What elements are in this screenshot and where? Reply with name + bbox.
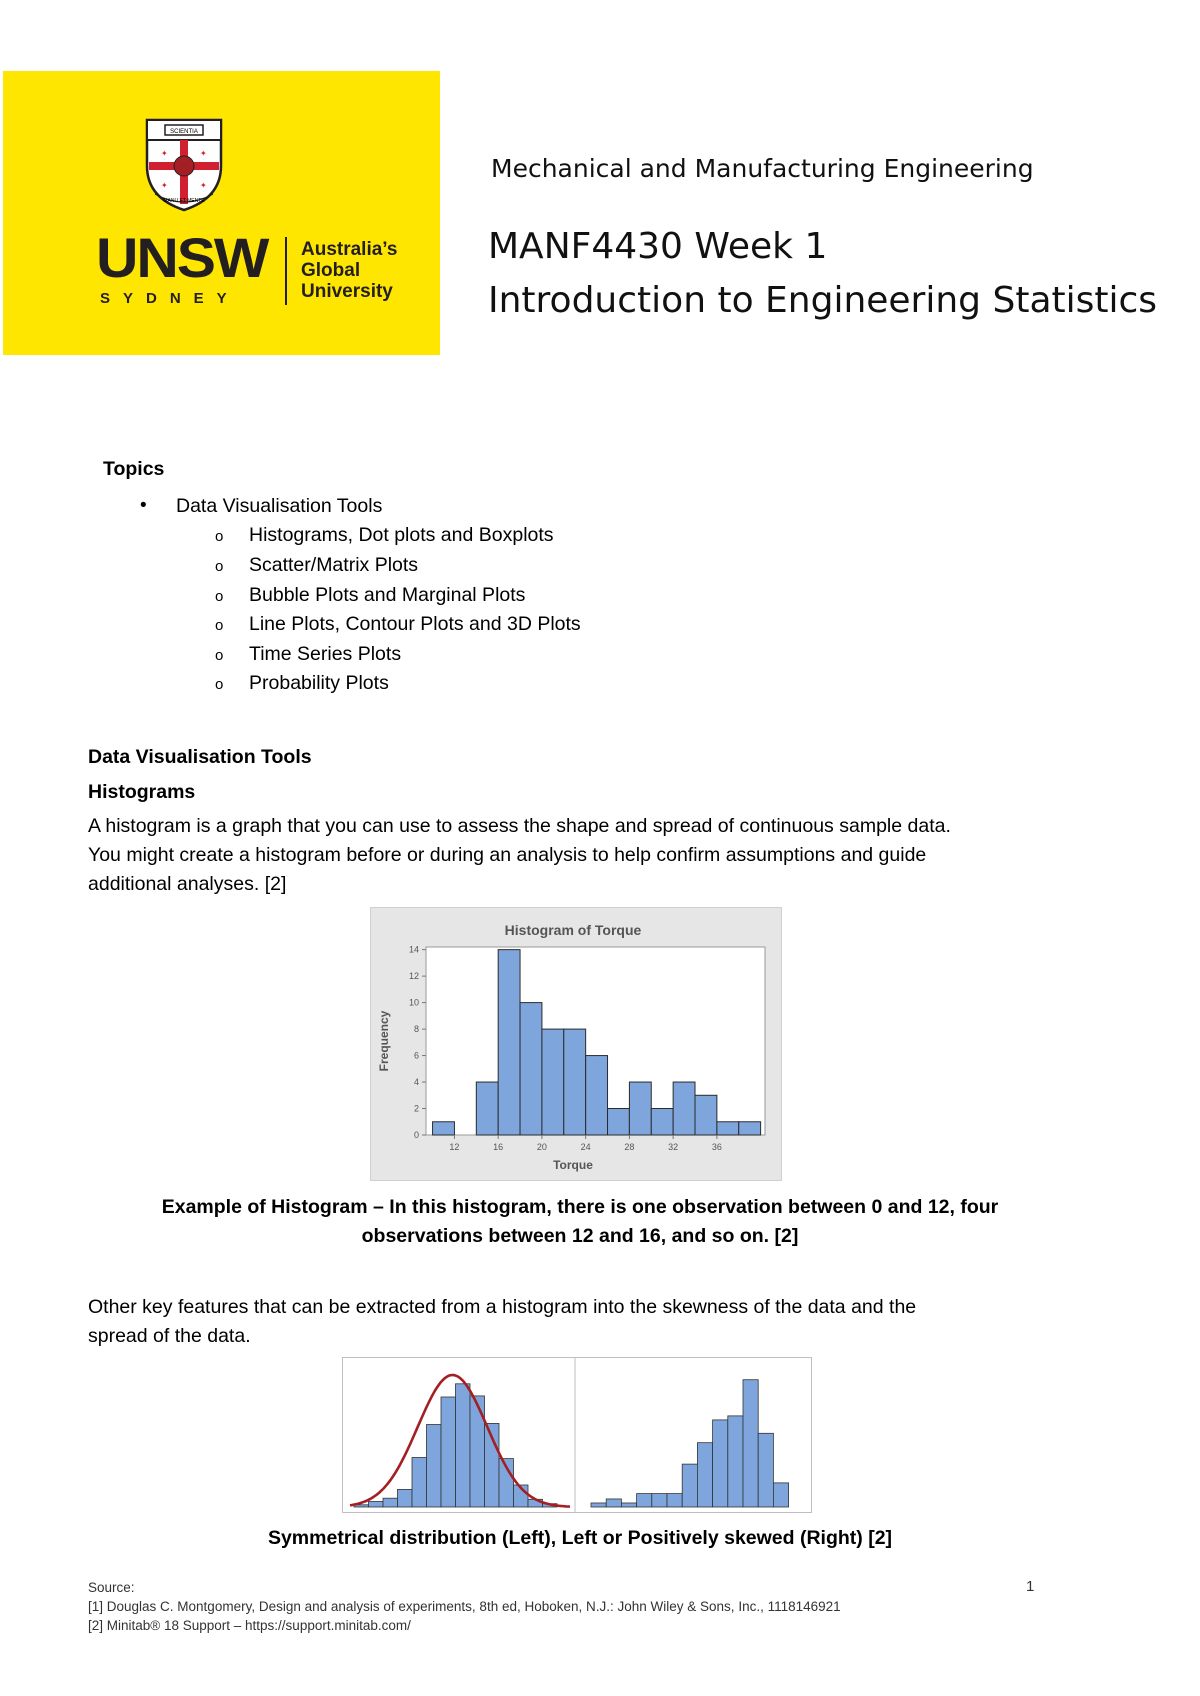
topic-item-main: Data Visualisation Tools	[176, 495, 383, 517]
svg-text:✦: ✦	[200, 149, 207, 158]
histogram-bar	[586, 1056, 608, 1135]
course-title-line-1: MANF4430 Week 1	[488, 226, 828, 267]
chart-title: Histogram of Torque	[504, 922, 642, 938]
sub-bullet-icon: o	[215, 647, 224, 664]
paragraph-line: additional analyses. [2]	[88, 873, 287, 895]
x-tick-label: 24	[580, 1142, 591, 1152]
y-tick-label: 0	[413, 1130, 419, 1140]
skewed-bar	[743, 1380, 758, 1507]
tagline-line-2: Global	[301, 260, 361, 281]
section-heading: Data Visualisation Tools	[88, 746, 312, 768]
crest-motto: MANU ET MENTE	[163, 198, 205, 204]
histogram-bar	[520, 1003, 542, 1135]
symmetric-bar	[383, 1498, 398, 1507]
topic-sub-item: Time Series Plots	[249, 643, 402, 665]
skewed-bar	[591, 1503, 606, 1507]
topic-sub-item: Histograms, Dot plots and Boxplots	[249, 524, 554, 546]
topic-sub-item: Probability Plots	[249, 672, 389, 694]
course-title	[488, 220, 1157, 328]
reference-2: [2] Minitab® 18 Support – https://support.minitab.com/	[88, 1618, 411, 1633]
paragraph-skewness	[88, 1293, 1088, 1351]
y-tick-label: 12	[408, 971, 419, 982]
paragraph-line: Other key features that can be extracted from a histogram into the skewness of the data and the	[88, 1296, 917, 1318]
torque-histogram-chart	[370, 907, 780, 1181]
x-tick-label: 36	[711, 1142, 722, 1152]
page-number: 1	[1026, 1578, 1035, 1595]
tagline-line-1: Australia’s	[301, 239, 398, 260]
y-tick-label: 4	[413, 1077, 419, 1088]
topic-sub-item: Bubble Plots and Marginal Plots	[249, 584, 526, 606]
histogram-bar	[433, 1122, 455, 1135]
histogram-bar	[695, 1095, 717, 1135]
y-tick-label: 14	[408, 944, 419, 955]
symmetric-bar	[369, 1502, 384, 1508]
y-axis-label: Frequency	[377, 1010, 391, 1072]
reference-1: [1] Douglas C. Montgomery, Design and analysis of experiments, 8th ed, Hoboken, N.J.: John Wiley & Sons, Inc., 1118146921	[88, 1599, 841, 1614]
y-tick-label: 6	[413, 1050, 419, 1061]
y-tick-label: 10	[408, 997, 419, 1008]
skewed-bar	[667, 1494, 682, 1507]
skewed-bar	[682, 1464, 697, 1507]
course-title-line-2: Introduction to Engineering Statistics	[488, 280, 1158, 321]
y-tick-label: 8	[413, 1024, 419, 1035]
symmetric-bar	[441, 1397, 456, 1507]
sub-bullet-icon: o	[215, 558, 224, 575]
sub-bullet-icon: o	[215, 617, 224, 634]
histogram-bar	[739, 1122, 761, 1135]
paragraph-histogram	[88, 812, 1088, 899]
histogram-bar	[608, 1109, 630, 1135]
histogram-bar	[673, 1082, 695, 1135]
histogram-bar	[717, 1122, 739, 1135]
skewed-bar	[621, 1503, 636, 1507]
sub-bullet-icon: o	[215, 528, 224, 545]
unsw-crest-icon	[145, 118, 223, 212]
unsw-logo-sydney: SYDNEY	[100, 290, 240, 307]
tagline-line-3: University	[301, 281, 393, 302]
skewed-bar	[637, 1494, 652, 1507]
histogram-bar	[476, 1082, 498, 1135]
skewed-bar	[728, 1416, 743, 1507]
logo-divider	[285, 237, 287, 305]
topics-heading: Topics	[103, 458, 165, 480]
paragraph-line: spread of the data.	[88, 1325, 251, 1347]
distribution-comparison-chart	[342, 1357, 812, 1513]
symmetric-bar	[412, 1458, 427, 1508]
topic-sub-item: Line Plots, Contour Plots and 3D Plots	[249, 613, 581, 635]
svg-text:✦: ✦	[161, 181, 168, 190]
caption-line: Example of Histogram – In this histogram, there is one observation between 0 and 12, four	[161, 1196, 999, 1218]
bullet-icon: •	[140, 495, 147, 516]
skewed-bar	[773, 1483, 788, 1507]
y-tick-label: 2	[413, 1103, 419, 1114]
histogram-bar	[629, 1082, 651, 1135]
histogram-bar	[498, 950, 520, 1135]
symmetric-bar	[456, 1384, 471, 1507]
x-tick-label: 28	[624, 1142, 635, 1152]
x-axis-label: Torque	[553, 1158, 593, 1172]
x-tick-label: 16	[493, 1142, 504, 1152]
skewed-bar	[758, 1433, 773, 1507]
source-label: Source:	[88, 1580, 135, 1595]
x-tick-label: 20	[536, 1142, 547, 1152]
symmetric-bar	[398, 1489, 413, 1507]
histogram-bar	[542, 1029, 564, 1135]
skewed-bar	[697, 1443, 712, 1507]
svg-text:✦: ✦	[161, 149, 168, 158]
sub-bullet-icon: o	[215, 676, 224, 693]
histogram-bar	[564, 1029, 586, 1135]
section-subheading: Histograms	[88, 781, 196, 803]
topic-sub-item: Scatter/Matrix Plots	[249, 554, 419, 576]
x-tick-label: 32	[668, 1142, 679, 1152]
histogram-caption	[80, 1193, 1080, 1251]
caption-line: observations between 12 and 16, and so on. [2]	[361, 1225, 799, 1247]
skewed-bar	[606, 1499, 621, 1507]
x-tick-label: 12	[449, 1142, 460, 1152]
distribution-caption: Symmetrical distribution (Left), Left or Positively skewed (Right) [2]	[267, 1527, 893, 1549]
histogram-bar	[651, 1109, 673, 1135]
skewed-bar	[713, 1420, 728, 1507]
skewed-bar	[652, 1494, 667, 1507]
svg-text:✦: ✦	[200, 181, 207, 190]
sub-bullet-icon: o	[215, 588, 224, 605]
unsw-banner	[3, 71, 440, 355]
department-title: Mechanical and Manufacturing Engineering	[491, 154, 1034, 183]
paragraph-line: You might create a histogram before or during an analysis to help confirm assumptions and guide	[88, 844, 927, 866]
paragraph-line: A histogram is a graph that you can use to assess the shape and spread of continuous sample data.	[88, 815, 951, 837]
symmetric-bar	[427, 1425, 442, 1508]
unsw-logo-word: UNSW	[96, 226, 268, 289]
crest-book-text: SCIENTIA	[170, 129, 198, 135]
